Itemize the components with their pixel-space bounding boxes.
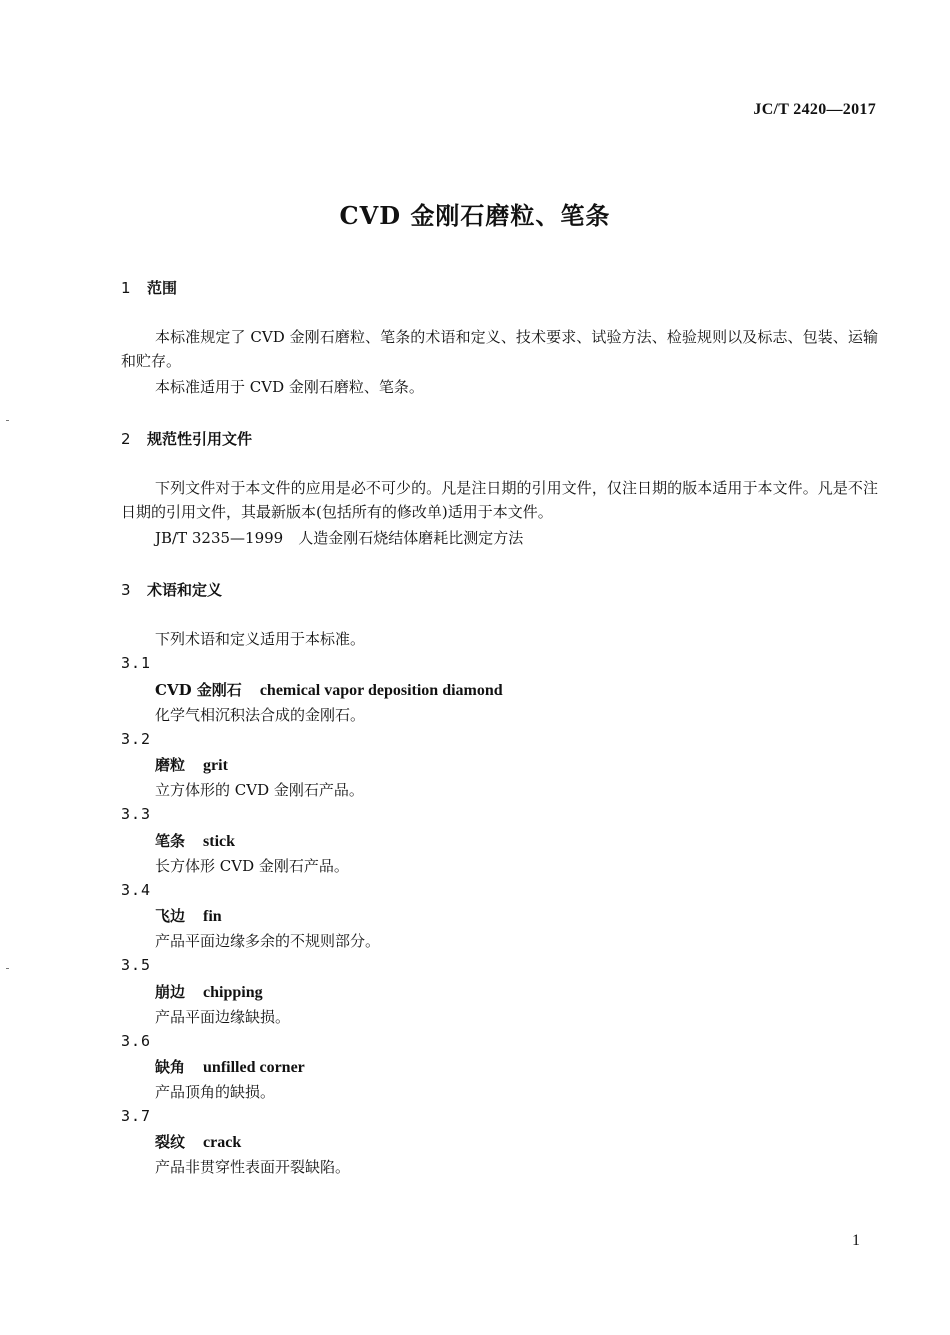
term-en: chipping bbox=[203, 984, 263, 1001]
term-entry bbox=[155, 754, 228, 775]
section-title: 规范性引用文件 bbox=[147, 430, 253, 448]
reference-item: JB/T 3235—1999 人造金刚石烧结体磨耗比测定方法 bbox=[155, 529, 524, 547]
section-3-heading bbox=[121, 579, 222, 600]
term-en: chemical vapor deposition diamond bbox=[259, 682, 503, 699]
document-title: CVD 金刚石磨粒、笔条 bbox=[339, 201, 611, 230]
term-en: unfilled corner bbox=[203, 1059, 305, 1076]
term-en: stick bbox=[203, 833, 236, 850]
term-zh: CVD 金刚石 bbox=[155, 681, 242, 699]
section-number: 3 bbox=[121, 581, 131, 599]
term-zh: 崩边 bbox=[155, 983, 186, 1001]
term-en: grit bbox=[203, 757, 228, 774]
term-zh: 缺角 bbox=[155, 1058, 186, 1076]
term-definition: 产品顶角的缺损。 bbox=[155, 1083, 276, 1101]
clause-number: 3.2 bbox=[121, 730, 152, 748]
standard-code: JC/T 2420—2017 bbox=[753, 101, 876, 118]
term-definition: 产品平面边缘多余的不规则部分。 bbox=[155, 932, 381, 950]
page-number: 1 bbox=[852, 1232, 860, 1249]
section-number: 2 bbox=[121, 430, 131, 448]
normative-references-paragraph: 下列文件对于本文件的应用是必不可少的。凡是注日期的引用文件，仅注日期的版本适用于本文件。凡是不注日期的引用文件，其最新版本(包括所有的修改单)适用于本文件。 bbox=[121, 479, 878, 521]
margin-mark bbox=[6, 968, 9, 969]
term-entry bbox=[155, 679, 503, 700]
term-definition: 化学气相沉积法合成的金刚石。 bbox=[155, 706, 366, 724]
clause-number: 3.4 bbox=[121, 881, 152, 899]
scope-paragraph-1: 本标准规定了 CVD 金刚石磨粒、笔条的术语和定义、技术要求、试验方法、检验规则以及标志、包装、运输和贮存。 bbox=[121, 328, 878, 370]
term-definition: 立方体形的 CVD 金刚石产品。 bbox=[155, 781, 364, 799]
term-zh: 裂纹 bbox=[155, 1133, 186, 1151]
terms-intro: 下列术语和定义适用于本标准。 bbox=[155, 630, 366, 648]
term-zh: 飞边 bbox=[155, 907, 186, 925]
term-en: fin bbox=[203, 908, 222, 925]
term-en: crack bbox=[203, 1134, 242, 1151]
term-entry bbox=[155, 830, 235, 851]
section-2-heading bbox=[121, 428, 252, 449]
section-1-heading bbox=[121, 277, 177, 298]
term-definition: 产品非贯穿性表面开裂缺陷。 bbox=[155, 1158, 351, 1176]
section-number: 1 bbox=[121, 279, 131, 297]
clause-number: 3.7 bbox=[121, 1107, 152, 1125]
term-entry bbox=[155, 905, 222, 926]
term-entry bbox=[155, 1131, 241, 1152]
clause-number: 3.6 bbox=[121, 1032, 152, 1050]
clause-number: 3.3 bbox=[121, 805, 152, 823]
clause-number: 3.5 bbox=[121, 956, 152, 974]
term-zh: 磨粒 bbox=[155, 756, 186, 774]
margin-mark bbox=[6, 420, 9, 421]
term-definition: 长方体形 CVD 金刚石产品。 bbox=[155, 857, 349, 875]
term-definition: 产品平面边缘缺损。 bbox=[155, 1008, 291, 1026]
section-title: 范围 bbox=[147, 279, 178, 297]
clause-number: 3.1 bbox=[121, 654, 152, 672]
section-title: 术语和定义 bbox=[147, 581, 223, 599]
scope-paragraph-2: 本标准适用于 CVD 金刚石磨粒、笔条。 bbox=[155, 378, 424, 396]
term-zh: 笔条 bbox=[155, 832, 186, 850]
term-entry bbox=[155, 1056, 305, 1077]
term-entry bbox=[155, 981, 263, 1002]
